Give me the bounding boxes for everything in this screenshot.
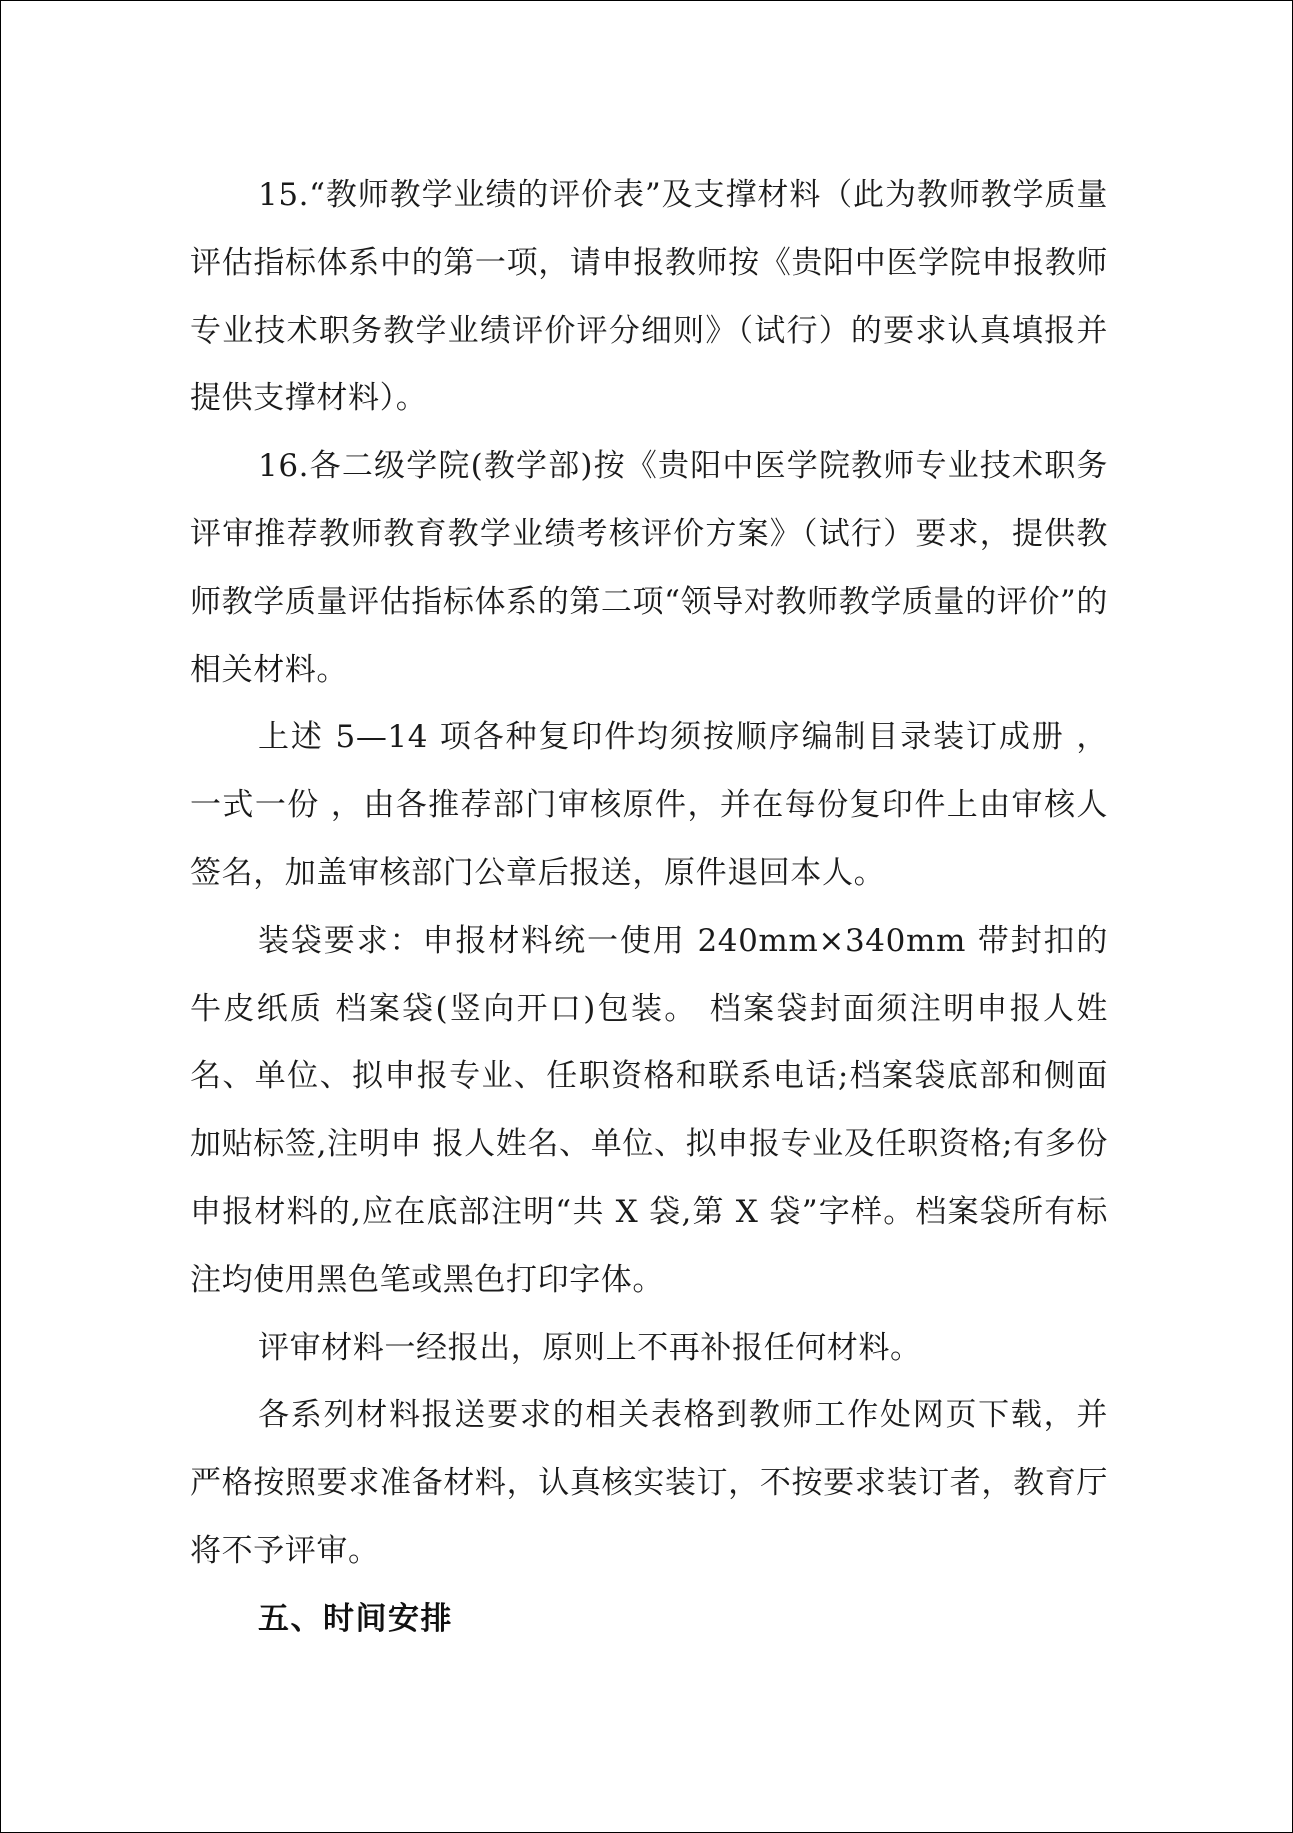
paragraph-item-15: 15.“教师教学业绩的评价表”及支撑材料（此为教师教学质量评估指标体系中的第一项，请申报教师按《贵阳中医学院申报教师专业技术职务教学业绩评价评分细则》（试行）的要求认真填报并提供支撑材料）。 xyxy=(190,177,1108,417)
paragraph-no-supplement: 评审材料一经报出，原则上不再补报任何材料。 xyxy=(258,1329,922,1366)
section-heading-schedule: 五、时间安排 xyxy=(258,1600,453,1637)
paragraph-item-16: 16.各二级学院(教学部)按《贵阳中医学院教师专业技术职务评审推荐教师教育教学业绩考核评价方案》（试行）要求，提供教师教学质量评估指标体系的第二项“领导对教师教学质量的评价”的相关材料。 xyxy=(190,448,1108,688)
paragraph-copies-note: 上述 5—14 项各种复印件均须按顺序编制目录装订成册 ，一式一份 ，由各推荐部门审核原件，并在每份复印件上由审核人签名，加盖审核部门公章后报送，原件退回本人。 xyxy=(190,719,1108,891)
document-body xyxy=(190,162,1108,1654)
paragraph-forms-download: 各系列材料报送要求的相关表格到教师工作处网页下载，并严格按照要求准备材料，认真核实装订，不按要求装订者，教育厅将不予评审。 xyxy=(190,1397,1108,1569)
paragraph-packaging-requirements: 装袋要求：申报材料统一使用 240mm×340mm 带封扣的牛皮纸质 档案袋(竖向开口)包装。 档案袋封面须注明申报人姓名、单位、拟申报专业、任职资格和联系电话;档案袋底部和侧面加贴标签,注明申 报人姓名、单位、拟申报专业及任职资格;有多份申报材料的,应在底部注明“共 X 袋,第 X 袋”字样。档案袋所有标注均使用黑色笔或黑色打印字体。 xyxy=(190,922,1108,1298)
